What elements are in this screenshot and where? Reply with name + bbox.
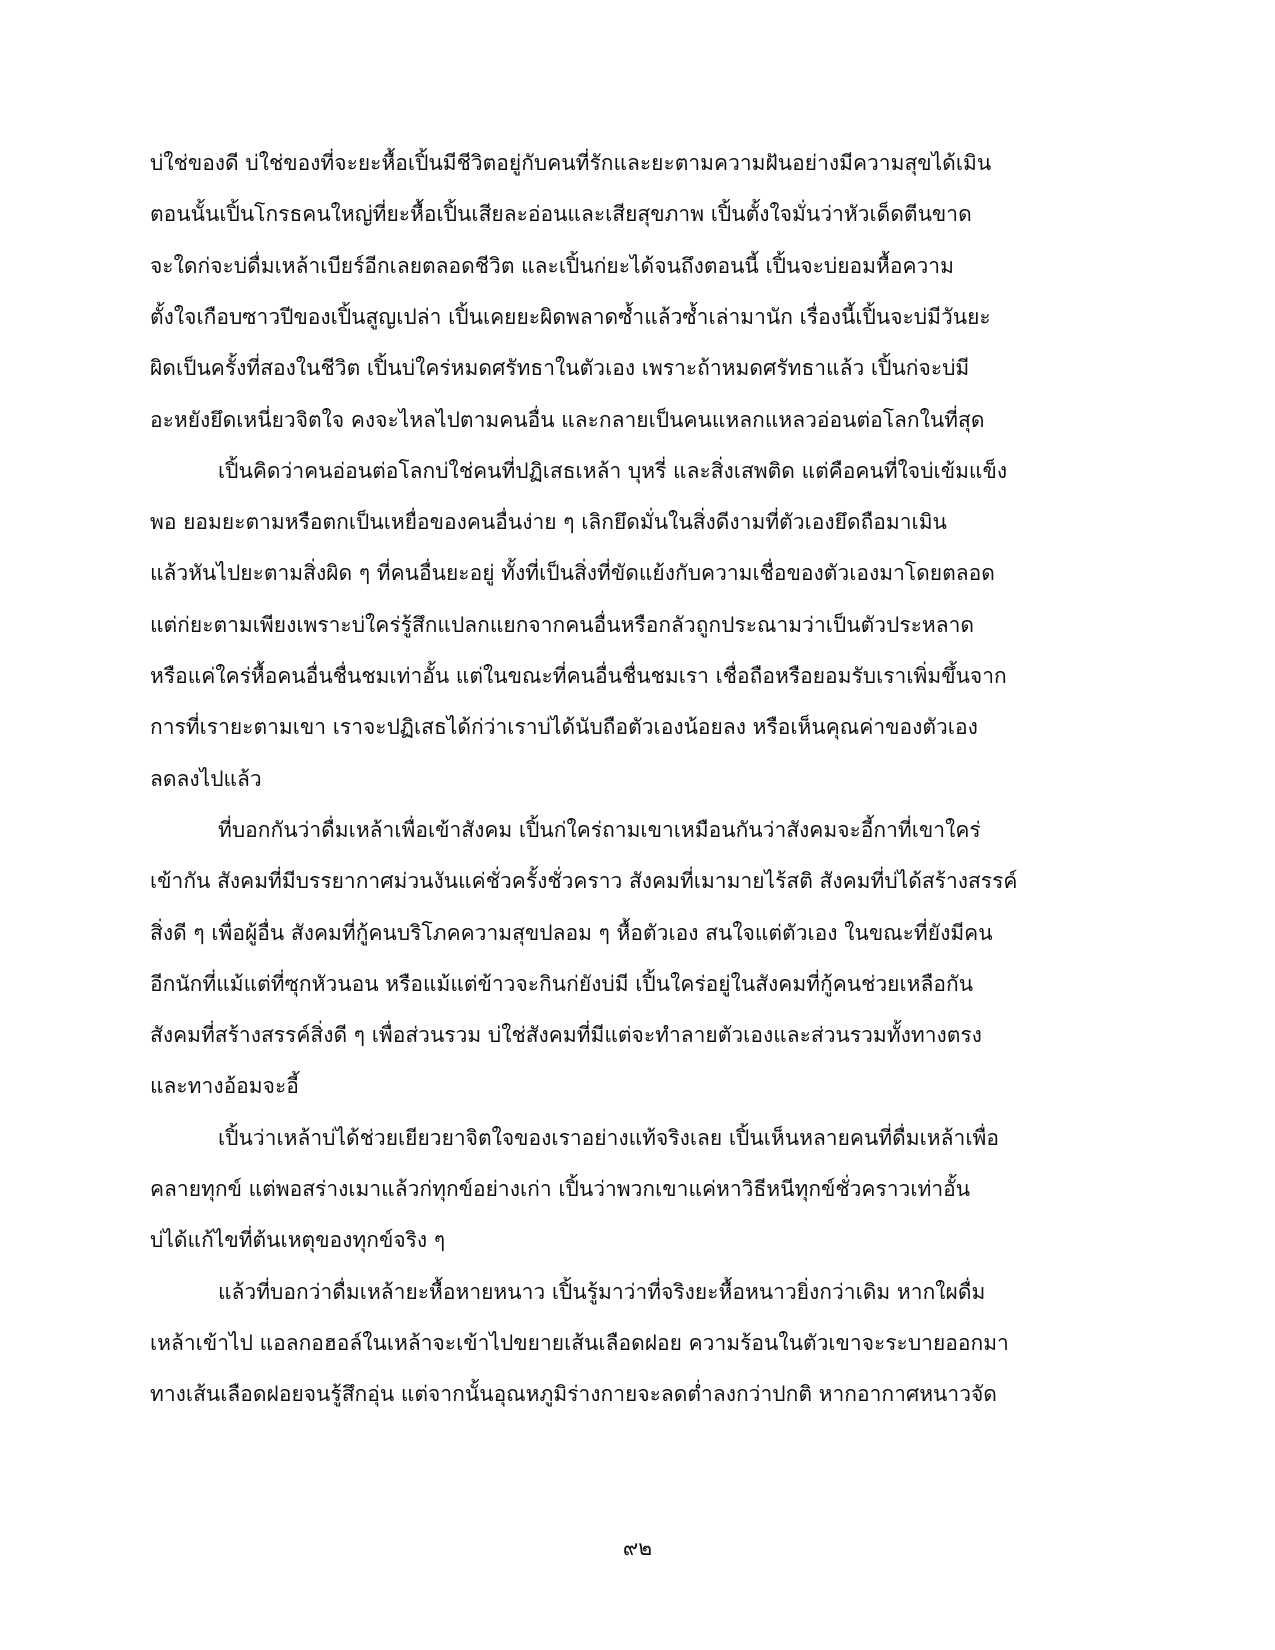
text-line: บ่ใช่ของดี บ่ใช่ของที่จะยะหื้อเปิ้นมีชีวิตอยู่กับคนที่รักและยะตามความฝันอย่างมีความสุขได้เมิน [150, 151, 992, 175]
text-line: อีกนักที่แม้แต่ที่ซุกหัวนอน หรือแม้แต่ข้าวจะกินก่ยังบ่มี เปิ้นใคร่อยู่ในสังคมที่กู้คนช่วยเหลือกัน [150, 972, 974, 996]
text-line: และทางอ้อมจะอี้ [150, 1074, 299, 1098]
text-line: ทางเส้นเลือดฝอยจนรู้สึกอุ่น แต่จากนั้นอุณหภูมิร่างกายจะลดต่ำลงกว่าปกติ หากอากาศหนาวจัด [150, 1382, 997, 1406]
text-line: ลดลงไปแล้ว [150, 767, 262, 791]
text-line: เข้ากัน สังคมที่มีบรรยากาศม่วนงันแค่ชั่วครั้งชั่วคราว สังคมที่เมามายไร้สติ สังคมที่บ่ได้สร้างสรรค์ [150, 869, 1018, 893]
text-line: จะใดก่จะบ่ดื่มเหล้าเบียร์อีกเลยตลอดชีวิต และเปิ้นก่ยะได้จนถึงตอนนี้ เปิ้นจะบ่ยอมหื้อความ [150, 254, 954, 278]
text-line: แต่ก่ยะตามเพียงเพราะบ่ใคร่รู้สึกแปลกแยกจากคนอื่นหรือกลัวถูกประณามว่าเป็นตัวประหลาด [150, 613, 975, 637]
text-line: เหล้าเข้าไป แอลกอฮอล์ในเหล้าจะเข้าไปขยายเส้นเลือดฝอย ความร้อนในตัวเขาจะระบายออกมา [150, 1331, 1009, 1355]
text-line: คลายทุกข์ แต่พอสร่างเมาแล้วก่ทุกข์อย่างเก่า เปิ้นว่าพวกเขาแค่หาวิธีหนีทุกข์ชั่วคราวเท่าอั้น [150, 1177, 971, 1201]
text-line: หรือแค่ใคร่หื้อคนอื่นชื่นชมเท่าอั้น แต่ในขณะที่คนอื่นชื่นชมเรา เชื่อถือหรือยอมรับเราเพิ่มขึ้นจาก [150, 664, 1007, 688]
text-line: แล้วหันไปยะตามสิ่งผิด ๆ ที่คนอื่นยะอยู่ ทั้งที่เป็นสิ่งที่ขัดแย้งกับความเชื่อของตัวเองมาโดยตลอด [150, 561, 995, 585]
text-line: แล้วที่บอกว่าดื่มเหล้ายะหื้อหายหนาว เปิ้นรู้มาว่าที่จริงยะหื้อหนาวยิ่งกว่าเดิม หากใผดื่ม [218, 1280, 986, 1304]
text-line: อะหยังยึดเหนี่ยวจิตใจ คงจะไหลไปตามคนอื่น และกลายเป็นคนแหลกแหลวอ่อนต่อโลกในที่สุด [150, 408, 985, 432]
text-line: ตั้งใจเกือบซาวปีของเปิ้นสูญเปล่า เปิ้นเคยยะผิดพลาดซ้ำแล้วซ้ำเล่ามานัก เรื่องนี้เปิ้นจะบ่มีวันยะ [150, 305, 991, 329]
page-number: ๙๒ [622, 1536, 653, 1560]
text-line: สังคมที่สร้างสรรค์สิ่งดี ๆ เพื่อส่วนรวม บ่ใช่สังคมที่มีแต่จะทำลายตัวเองและส่วนรวมทั้งทางตรง [150, 1023, 982, 1047]
text-line: เปิ้นว่าเหล้าบ่ได้ช่วยเยียวยาจิตใจของเราอย่างแท้จริงเลย เปิ้นเห็นหลายคนที่ดื่มเหล้าเพื่อ [218, 1126, 999, 1150]
text-line: การที่เรายะตามเขา เราจะปฏิเสธได้ก่ว่าเราบ่ได้นับถือตัวเองน้อยลง หรือเห็นคุณค่าของตัวเอง [150, 715, 978, 739]
text-line: สิ่งดี ๆ เพื่อผู้อื่น สังคมที่กู้คนบริโภคความสุขปลอม ๆ หื้อตัวเอง สนใจแต่ตัวเอง ในขณะที่ยังมีคน [150, 921, 993, 945]
text-line: บ่ได้แก้ไขที่ต้นเหตุของทุกข์จริง ๆ [150, 1228, 446, 1252]
text-line: ผิดเป็นครั้งที่สองในชีวิต เปิ้นบ่ใคร่หมดศรัทธาในตัวเอง เพราะถ้าหมดศรัทธาแล้ว เปิ้นก่จะบ่มี [150, 356, 970, 380]
text-line: เปิ้นคิดว่าคนอ่อนต่อโลกบ่ใช่คนที่ปฏิเสธเหล้า บุหรี่ และสิ่งเสพติด แต่คือคนที่ใจบ่เข้มแข็ง [218, 459, 1008, 483]
text-line: ที่บอกกันว่าดื่มเหล้าเพื่อเข้าสังคม เปิ้นก่ใคร่ถามเขาเหมือนกันว่าสังคมจะอี้กาที่เขาใคร่ [218, 818, 981, 842]
text-line: พอ ยอมยะตามหรือตกเป็นเหยื่อของคนอื่นง่าย ๆ เลิกยึดมั่นในสิ่งดีงามที่ตัวเองยึดถือมาเมิน [150, 510, 947, 534]
text-line: ตอนนั้นเปิ้นโกรธคนใหญ่ที่ยะหื้อเปิ้นเสียละอ่อนและเสียสุขภาพ เปิ้นตั้งใจมั่นว่าหัวเด็ดตีนขาด [150, 202, 972, 226]
